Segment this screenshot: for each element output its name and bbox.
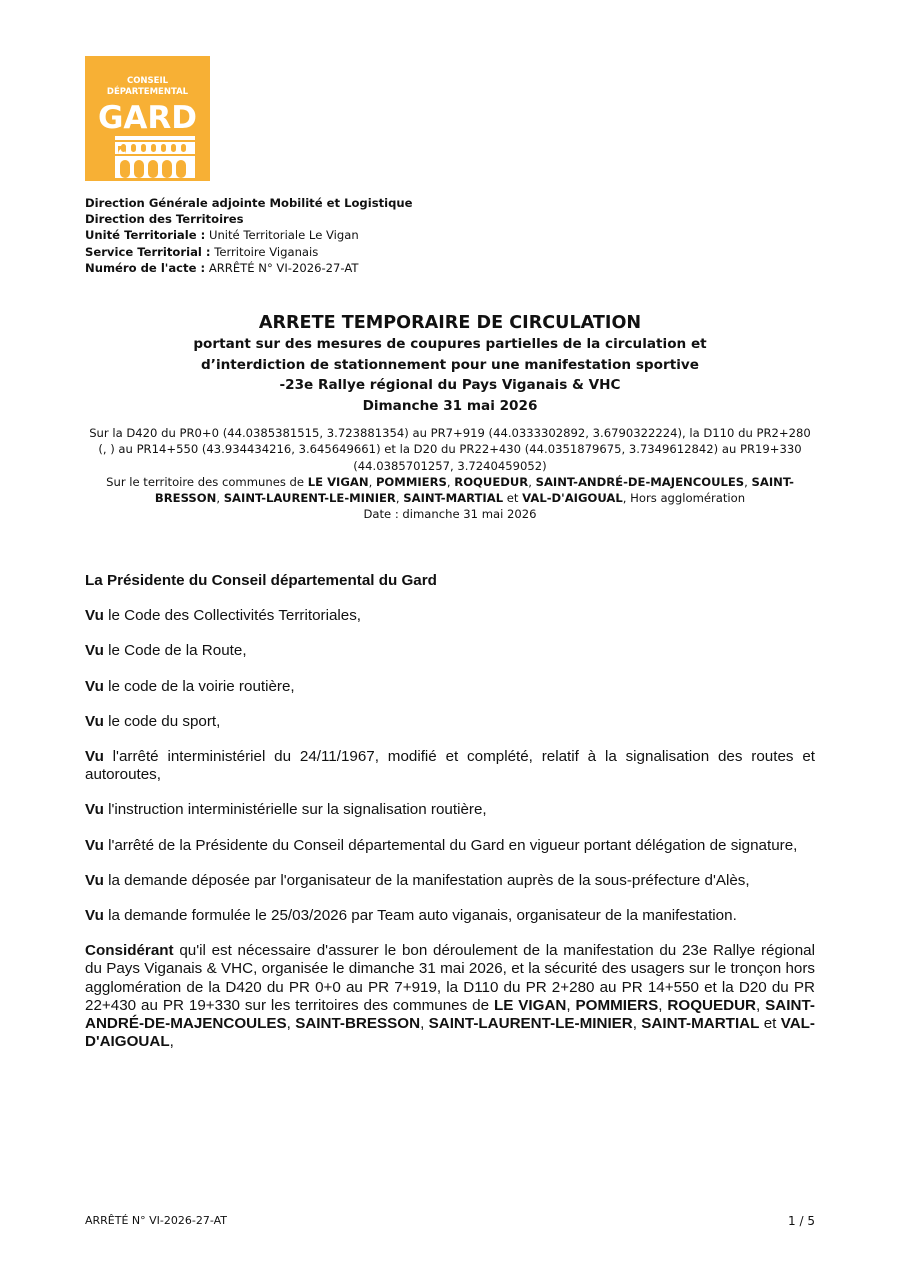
subtitle-line-1: portant sur des mesures de coupures partielles de la circulation et — [193, 336, 707, 352]
vu-paragraph: Vu la demande formulée le 25/03/2026 par Team auto viganais, organisateur de la manifestation. — [85, 907, 737, 925]
considerant-paragraph: Considérant qu'il est nécessaire d'assurer le bon déroulement de la manifestation du 23e Rallye régional du Pays Viganais & VHC, organisée le dimanche 31 mai 2026, et la sécurité des usagers sur le tronçon hors agglomération de la D420 du PR 0+0 au PR 7+919, la D110 du PR 2+280 au PR 14+550 et la D20 du PR 22+430 au PR 19+330 sur les territoires des communes de LE VIGAN, POMMIERS, ROQUEDUR, SAINT-ANDRÉ-DE-MAJENCOULES, SAINT-BRESSON, SAINT-LAURENT-LE-MINIER, SAINT-MARTIAL et VAL-D'AIGOUAL, — [85, 942, 815, 1051]
scope-territory: Sur le territoire des communes de LE VIGAN, POMMIERS, ROQUEDUR, SAINT-ANDRÉ-DE-MAJENCOULES, SAINT-BRESSON, SAINT-LAURENT-LE-MINIER, SAINT-MARTIAL et VAL-D'AIGOUAL, Hors agglomération — [106, 474, 794, 506]
vu-paragraph: Vu la demande déposée par l'organisateur de la manifestation auprès de la sous-préfecture d'Alès, — [85, 871, 750, 889]
header-numero: Numéro de l'acte : ARRÊTÉ N° VI-2026-27-AT — [85, 260, 359, 275]
document-title — [85, 312, 815, 416]
vu-paragraph: Vu le Code des Collectivités Territoriales, — [85, 607, 362, 625]
document-body — [85, 572, 815, 1068]
header-direction-territoires: Direction des Territoires — [85, 212, 244, 227]
header-direction-generale: Direction Générale adjointe Mobilité et Logistique — [85, 196, 413, 210]
issuer-header — [85, 195, 413, 276]
subtitle-line-4: Dimanche 31 mai 2026 — [362, 397, 538, 414]
page-number: 1 / 5 — [788, 1214, 815, 1228]
scope-roads: Sur la D420 du PR0+0 (44.0385381515, 3.723881354) au PR7+919 (44.0333302892, 3.6790322224), la D110 du PR2+280 (, ) au PR14+550 (43.934434216, 3.645649661) et la D20 du PR22+430 (44.0351879675, 3.7349612842) au PR19+330 (44.0385701257, 3.7240459052) — [89, 426, 811, 473]
vu-paragraph: Vu le code de la voirie routière, — [85, 677, 295, 695]
logo-line2: DÉPARTEMENTAL — [106, 87, 189, 97]
scope-date: Date : dimanche 31 mai 2026 — [363, 507, 537, 522]
vu-paragraph: Vu le code du sport, — [85, 712, 221, 730]
vu-paragraph: Vu l'arrêté interministériel du 24/11/1967, modifié et complété, relatif à la signalisation des routes et autoroutes, — [85, 748, 815, 784]
vu-paragraph: Vu l'instruction interministérielle sur la signalisation routière, — [85, 801, 487, 819]
header-service: Service Territorial : Territoire Viganais — [85, 244, 319, 259]
president-heading: La Présidente du Conseil départemental du Gard — [85, 572, 437, 589]
vu-paragraph: Vu l'arrêté de la Présidente du Conseil départemental du Gard en vigueur portant délégation de signature, — [85, 836, 798, 854]
logo-line3: GARD — [97, 100, 198, 136]
gard-logo-graphic — [85, 56, 210, 181]
title-main: ARRETE TEMPORAIRE DE CIRCULATION — [258, 313, 642, 333]
vu-paragraph: Vu le Code de la Route, — [85, 642, 247, 660]
footer-act-number: ARRÊTÉ N° VI-2026-27-AT — [85, 1214, 227, 1227]
subtitle-line-2: d’interdiction de stationnement pour une manifestation sportive — [201, 356, 699, 373]
gard-logo — [85, 56, 210, 181]
header-unite: Unité Territoriale : Unité Territoriale Le Vigan — [85, 228, 359, 243]
subtitle-line-3: -23e Rallye régional du Pays Viganais & VHC — [279, 377, 621, 393]
logo-line1: CONSEIL — [126, 76, 169, 86]
scope-block — [85, 425, 815, 523]
